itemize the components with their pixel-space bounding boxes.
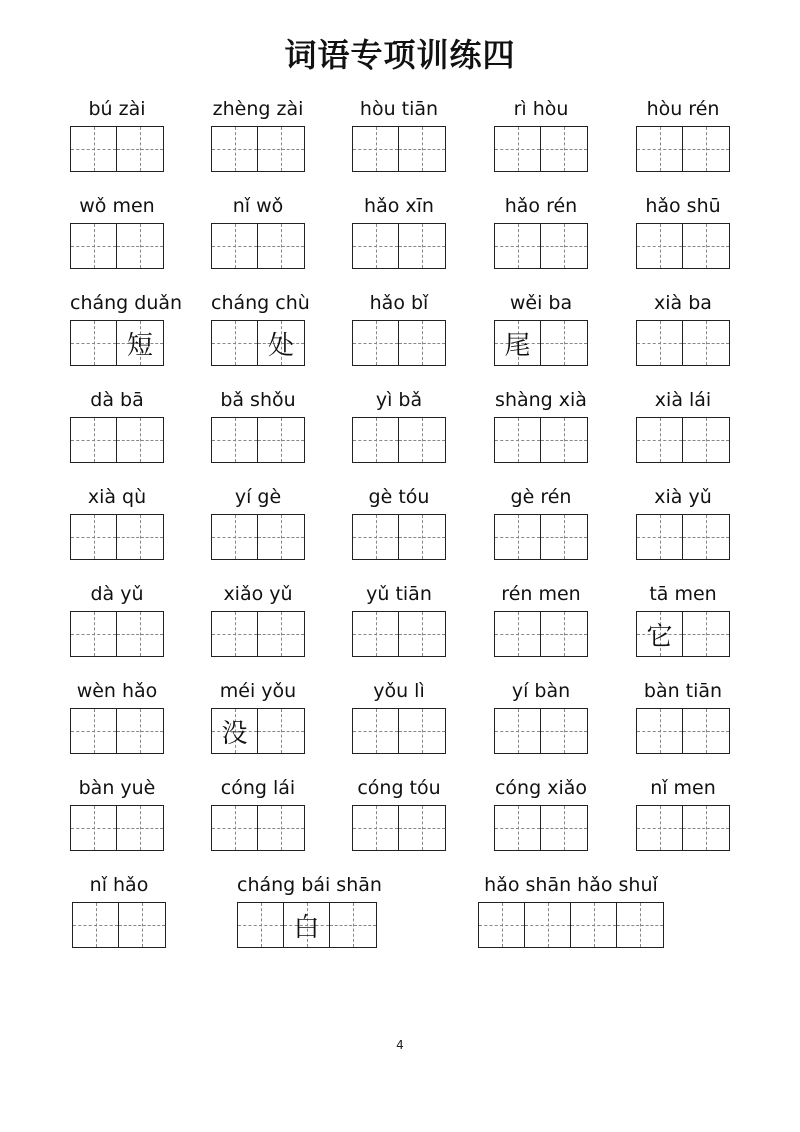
pinyin-label: yǒu lì (373, 680, 425, 702)
tianzige-cell[interactable] (495, 612, 541, 656)
hint-character (541, 321, 587, 365)
tianzige-cell[interactable] (353, 224, 399, 268)
pinyin-label: bǎ shǒu (220, 389, 296, 411)
tianzige-cell[interactable] (683, 709, 729, 753)
pinyin-label: cóng xiǎo (494, 777, 587, 799)
tianzige-cell[interactable] (399, 127, 445, 171)
page-number: 4 (396, 1038, 404, 1052)
hint-character (117, 612, 163, 656)
tianzige-cell[interactable] (258, 612, 304, 656)
tianzige-box-group (70, 126, 164, 172)
tianzige-cell[interactable] (541, 224, 587, 268)
hint-character (399, 612, 445, 656)
tianzige-box-group (70, 514, 164, 560)
pinyin-label: rén men (501, 583, 581, 605)
tianzige-box-group (70, 611, 164, 657)
tianzige-cell[interactable] (541, 515, 587, 559)
tianzige-cell[interactable] (330, 903, 376, 947)
tianzige-cell[interactable] (571, 903, 617, 947)
tianzige-cell[interactable] (258, 127, 304, 171)
hint-character (117, 806, 163, 850)
tianzige-box-group (494, 320, 588, 366)
tianzige-box-group (494, 514, 588, 560)
hint-character (571, 903, 616, 947)
tianzige-box-group (352, 708, 446, 754)
tianzige-box-group (494, 417, 588, 463)
hint-character (353, 127, 398, 171)
tianzige-cell[interactable] (353, 806, 399, 850)
tianzige-cell[interactable] (117, 224, 163, 268)
tianzige-cell[interactable] (258, 224, 304, 268)
pinyin-label: xià lái (654, 389, 712, 411)
hint-character (212, 418, 257, 462)
tianzige-box-group (636, 611, 730, 657)
tianzige-cell[interactable] (212, 321, 258, 365)
tianzige-cell[interactable] (399, 806, 445, 850)
hint-character (71, 806, 116, 850)
pinyin-label: hòu rén (646, 98, 720, 120)
hint-character (353, 321, 398, 365)
tianzige-cell[interactable] (683, 418, 729, 462)
tianzige-cell[interactable] (117, 321, 163, 365)
word-row (0, 581, 800, 671)
tianzige-cell[interactable] (683, 515, 729, 559)
tianzige-cell[interactable] (495, 709, 541, 753)
pinyin-label: cháng duǎn (70, 292, 183, 314)
tianzige-cell[interactable] (541, 127, 587, 171)
hint-character (399, 806, 445, 850)
tianzige-cell[interactable] (399, 321, 445, 365)
hint-character (117, 418, 163, 462)
hint-character (637, 321, 682, 365)
tianzige-box-group (211, 805, 305, 851)
tianzige-box-group (494, 611, 588, 657)
tianzige-box-group (352, 417, 446, 463)
hint-character (330, 903, 376, 947)
tianzige-box-group (352, 805, 446, 851)
pinyin-label: hǎo rén (504, 195, 578, 217)
tianzige-box-group (352, 514, 446, 560)
pinyin-label: hǎo shū (645, 195, 721, 217)
tianzige-cell[interactable] (212, 612, 258, 656)
tianzige-cell[interactable] (495, 806, 541, 850)
tianzige-box-group (70, 320, 164, 366)
tianzige-cell[interactable] (683, 127, 729, 171)
tianzige-cell[interactable] (495, 418, 541, 462)
pinyin-label: cháng chù (211, 292, 310, 314)
tianzige-box-group (211, 417, 305, 463)
hint-character (495, 418, 540, 462)
hint-character (495, 127, 540, 171)
pinyin-label: xiǎo yǔ (223, 583, 293, 605)
hint-character (71, 709, 116, 753)
hint-character (117, 709, 163, 753)
tianzige-box-group (494, 126, 588, 172)
pinyin-label: yǔ tiān (366, 583, 432, 605)
tianzige-cell[interactable] (212, 515, 258, 559)
tianzige-cell[interactable] (399, 224, 445, 268)
pinyin-label: hǎo shān hǎo shuǐ (484, 874, 658, 896)
hint-character (399, 418, 445, 462)
pinyin-label: gè rén (510, 486, 572, 508)
hint-character (258, 709, 304, 753)
tianzige-box-group (636, 320, 730, 366)
hint-character (117, 127, 163, 171)
pinyin-label: yí gè (234, 486, 282, 508)
hint-character (637, 224, 682, 268)
hint-character (119, 903, 165, 947)
hint-character (683, 515, 729, 559)
hint-character (399, 321, 445, 365)
tianzige-cell[interactable] (258, 709, 304, 753)
tianzige-box-group (636, 126, 730, 172)
tianzige-box-group (494, 805, 588, 851)
tianzige-box-group (211, 611, 305, 657)
hint-character (541, 515, 587, 559)
tianzige-cell[interactable] (212, 224, 258, 268)
hint-character (258, 806, 304, 850)
tianzige-cell[interactable] (495, 127, 541, 171)
tianzige-cell[interactable] (637, 515, 683, 559)
hint-character (212, 806, 257, 850)
word-row (0, 96, 800, 186)
word-row (0, 678, 800, 768)
pinyin-label: bàn tiān (643, 680, 723, 702)
pinyin-label: dà bā (90, 389, 144, 411)
hint-character (238, 903, 283, 947)
tianzige-cell[interactable] (258, 418, 304, 462)
tianzige-cell[interactable] (117, 612, 163, 656)
tianzige-cell[interactable] (541, 806, 587, 850)
hint-character (212, 127, 257, 171)
tianzige-cell[interactable] (258, 806, 304, 850)
hint-character (541, 418, 587, 462)
pinyin-label: zhèng zài (212, 98, 304, 120)
tianzige-cell[interactable] (479, 903, 525, 947)
tianzige-cell[interactable] (541, 321, 587, 365)
pinyin-label: cóng lái (220, 777, 296, 799)
hint-character (683, 418, 729, 462)
word-row (0, 775, 800, 865)
tianzige-cell[interactable] (212, 127, 258, 171)
tianzige-box-group (211, 708, 305, 754)
tianzige-cell[interactable] (117, 709, 163, 753)
hint-character (399, 127, 445, 171)
hint-character (353, 612, 398, 656)
tianzige-box-group (636, 805, 730, 851)
hint-character (541, 709, 587, 753)
word-row (0, 872, 800, 962)
tianzige-cell[interactable] (353, 418, 399, 462)
hint-character (495, 224, 540, 268)
tianzige-box-group (211, 514, 305, 560)
tianzige-box-group (636, 223, 730, 269)
pinyin-label: cháng bái shān (237, 874, 382, 896)
hint-character: 尾 (504, 330, 531, 361)
tianzige-cell[interactable] (683, 321, 729, 365)
pinyin-label: hǎo bǐ (369, 292, 429, 314)
tianzige-cell[interactable] (117, 418, 163, 462)
tianzige-cell[interactable] (71, 806, 117, 850)
tianzige-cell[interactable] (399, 515, 445, 559)
tianzige-cell[interactable] (399, 418, 445, 462)
tianzige-cell[interactable] (71, 418, 117, 462)
word-row (0, 290, 800, 380)
pinyin-label: yì bǎ (375, 389, 423, 411)
hint-character (353, 224, 398, 268)
tianzige-cell[interactable] (353, 515, 399, 559)
hint-character (212, 321, 257, 365)
hint-character (71, 418, 116, 462)
tianzige-cell[interactable] (353, 709, 399, 753)
tianzige-box-group (70, 223, 164, 269)
hint-character (683, 612, 729, 656)
pinyin-label: wǒ men (79, 195, 155, 217)
tianzige-cell[interactable] (637, 806, 683, 850)
tianzige-cell[interactable] (258, 321, 304, 365)
hint-character (495, 515, 540, 559)
hint-character (71, 612, 116, 656)
tianzige-cell[interactable] (212, 806, 258, 850)
tianzige-cell[interactable] (683, 224, 729, 268)
hint-character (258, 612, 304, 656)
tianzige-cell[interactable] (212, 709, 258, 753)
hint-character (637, 515, 682, 559)
tianzige-box-group (211, 126, 305, 172)
pinyin-label: xià qù (87, 486, 147, 508)
hint-character (212, 224, 257, 268)
hint-character (71, 224, 116, 268)
pinyin-label: nǐ men (650, 777, 716, 799)
tianzige-cell[interactable] (541, 418, 587, 462)
tianzige-box-group (494, 223, 588, 269)
tianzige-cell[interactable] (212, 418, 258, 462)
hint-character (637, 806, 682, 850)
hint-character (73, 903, 118, 947)
tianzige-cell[interactable] (353, 127, 399, 171)
hint-character: 没 (221, 718, 248, 749)
pinyin-label: bú zài (88, 98, 146, 120)
hint-character (353, 418, 398, 462)
pinyin-label: xià ba (654, 292, 712, 314)
hint-character (353, 515, 398, 559)
hint-character: 处 (267, 330, 294, 361)
hint-character (353, 806, 398, 850)
hint-character (683, 321, 729, 365)
tianzige-cell[interactable] (117, 127, 163, 171)
hint-character (258, 224, 304, 268)
tianzige-cell[interactable] (495, 321, 541, 365)
tianzige-cell[interactable] (71, 321, 117, 365)
hint-character (212, 515, 257, 559)
hint-character (541, 224, 587, 268)
tianzige-cell[interactable] (541, 709, 587, 753)
tianzige-cell[interactable] (238, 903, 284, 947)
tianzige-box-group (211, 320, 305, 366)
tianzige-cell[interactable] (71, 515, 117, 559)
hint-character: 它 (646, 621, 673, 652)
hint-character (399, 224, 445, 268)
tianzige-box-group (494, 708, 588, 754)
tianzige-box-group (70, 708, 164, 754)
tianzige-box-group (352, 611, 446, 657)
tianzige-cell[interactable] (637, 321, 683, 365)
hint-character (541, 806, 587, 850)
pinyin-label: wèn hǎo (76, 680, 158, 702)
pinyin-label: wěi ba (509, 292, 573, 314)
hint-character (117, 515, 163, 559)
hint-character (525, 903, 570, 947)
hint-character (637, 127, 682, 171)
tianzige-cell[interactable] (683, 806, 729, 850)
pinyin-label: rì hòu (513, 98, 569, 120)
pinyin-label: cóng tóu (357, 777, 441, 799)
tianzige-box-group (352, 223, 446, 269)
hint-character (495, 806, 540, 850)
tianzige-cell[interactable] (117, 806, 163, 850)
pinyin-label: nǐ hǎo (89, 874, 149, 896)
tianzige-cell[interactable] (399, 709, 445, 753)
pinyin-label: hǎo xīn (364, 195, 434, 217)
tianzige-cell[interactable] (71, 127, 117, 171)
tianzige-cell[interactable] (637, 709, 683, 753)
hint-character (541, 612, 587, 656)
tianzige-box-group (70, 805, 164, 851)
pinyin-label: gè tóu (368, 486, 430, 508)
tianzige-box-group (636, 417, 730, 463)
hint-character (117, 224, 163, 268)
hint-character: 白 (293, 912, 320, 943)
pinyin-label: xià yǔ (654, 486, 712, 508)
tianzige-cell[interactable] (495, 515, 541, 559)
hint-character (399, 709, 445, 753)
hint-character (541, 127, 587, 171)
tianzige-box-group (237, 902, 377, 948)
tianzige-cell[interactable] (399, 612, 445, 656)
tianzige-box-group (352, 320, 446, 366)
tianzige-cell[interactable] (284, 903, 330, 947)
tianzige-cell[interactable] (258, 515, 304, 559)
hint-character (258, 127, 304, 171)
tianzige-cell[interactable] (637, 224, 683, 268)
hint-character (683, 709, 729, 753)
hint-character (71, 515, 116, 559)
tianzige-cell[interactable] (637, 612, 683, 656)
pinyin-label: tā men (649, 583, 717, 605)
tianzige-cell[interactable] (617, 903, 663, 947)
tianzige-cell[interactable] (683, 612, 729, 656)
tianzige-box-group (478, 902, 664, 948)
hint-character (637, 418, 682, 462)
tianzige-box-group (211, 223, 305, 269)
tianzige-cell[interactable] (637, 127, 683, 171)
tianzige-box-group (70, 417, 164, 463)
hint-character (617, 903, 663, 947)
pinyin-label: yí bàn (511, 680, 571, 702)
tianzige-box-group (636, 708, 730, 754)
tianzige-cell[interactable] (541, 612, 587, 656)
hint-character (495, 612, 540, 656)
word-row (0, 387, 800, 477)
hint-character (479, 903, 524, 947)
tianzige-cell[interactable] (495, 224, 541, 268)
hint-character (71, 321, 116, 365)
hint-character (353, 709, 398, 753)
tianzige-cell[interactable] (71, 612, 117, 656)
tianzige-cell[interactable] (353, 321, 399, 365)
tianzige-cell[interactable] (353, 612, 399, 656)
page-title: 词语专项训练四 (284, 36, 516, 74)
hint-character (683, 806, 729, 850)
hint-character (637, 709, 682, 753)
word-row (0, 484, 800, 574)
hint-character (495, 709, 540, 753)
pinyin-label: méi yǒu (219, 680, 297, 702)
hint-character (683, 127, 729, 171)
tianzige-box-group (72, 902, 166, 948)
pinyin-label: dà yǔ (90, 583, 144, 605)
hint-character (258, 418, 304, 462)
hint-character: 短 (126, 330, 153, 361)
tianzige-cell[interactable] (71, 709, 117, 753)
tianzige-cell[interactable] (525, 903, 571, 947)
tianzige-cell[interactable] (119, 903, 165, 947)
pinyin-label: nǐ wǒ (232, 195, 284, 217)
pinyin-label: bàn yuè (78, 777, 156, 799)
tianzige-cell[interactable] (73, 903, 119, 947)
hint-character (683, 224, 729, 268)
hint-character (258, 515, 304, 559)
hint-character (212, 612, 257, 656)
tianzige-cell[interactable] (117, 515, 163, 559)
tianzige-cell[interactable] (637, 418, 683, 462)
pinyin-label: hòu tiān (359, 98, 439, 120)
hint-character (71, 127, 116, 171)
pinyin-label: shàng xià (495, 389, 587, 411)
tianzige-cell[interactable] (71, 224, 117, 268)
word-row (0, 193, 800, 283)
tianzige-box-group (352, 126, 446, 172)
hint-character (399, 515, 445, 559)
tianzige-box-group (636, 514, 730, 560)
